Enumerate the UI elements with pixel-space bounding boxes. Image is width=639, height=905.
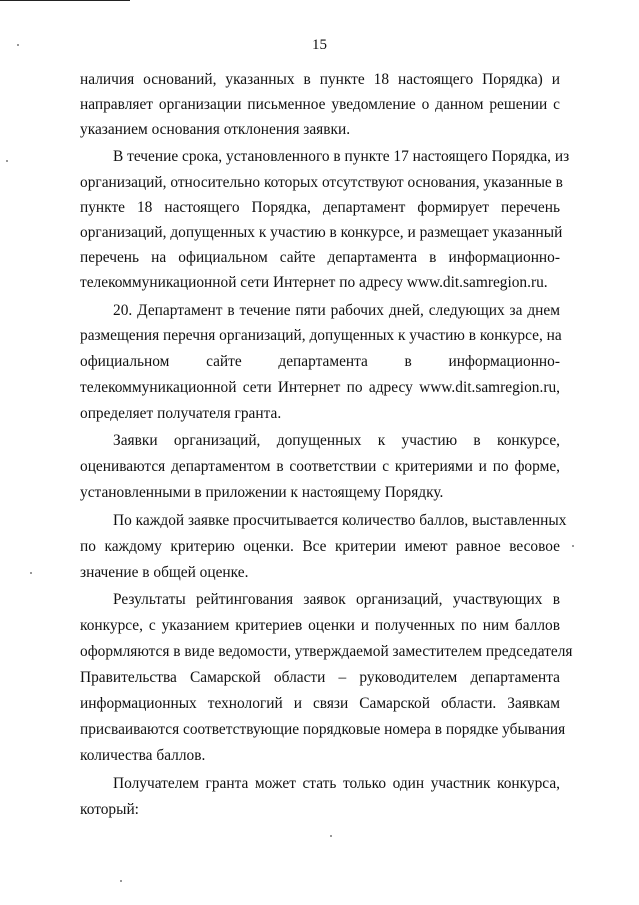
text-line: наличия оснований, указанных в пункте 18 настоящего Порядка) и [80,71,560,88]
text-line: организаций, допущенных к участию в конкурсе, и размещает указанный [80,224,563,241]
text-line: организаций, относительно которых отсутствуют основания, указанные в [80,174,563,191]
paragraph-first-line: 20. Департамент в течение пяти рабочих дней, следующих за днем [113,302,560,319]
text-line: по каждому критерию оценки. Все критерии имеют равное весовое [80,538,560,555]
text-line: количества баллов. [80,747,206,764]
text-line: размещения перечня организаций, допущенных к участию в конкурсе, на [80,327,562,344]
text-line: направляет организации письменное уведомление о данном решении с [80,96,560,113]
text-line: оцениваются департаментом в соответствии с критериями и по форме, [80,458,560,475]
text-line: установленными в приложении к настоящему Порядку. [80,484,444,501]
scan-speck [330,835,332,837]
text-line: оформляются в виде ведомости, утверждаемой заместителем председателя [80,643,573,660]
text-line: конкурсе, с указанием критериев оценки и полученных по ним баллов [80,617,560,634]
text-line: пункте 18 настоящего Порядка, департамент формирует перечень [80,199,560,216]
text-line: информационных технологий и связи Самарской области. Заявкам [80,695,560,712]
scan-speck [120,880,122,882]
text-line: присваиваются соответствующие порядковые номера в порядке убывания [80,721,566,738]
paragraph-first-line: Заявки организаций, допущенных к участию в конкурсе, [113,432,560,449]
text-line: телекоммуникационной сети Интернет по адресу www.dit.samregion.ru, [80,379,560,396]
scan-artifact-line [0,0,130,1]
scan-speck [17,44,19,46]
text-line: указанием основания отклонения заявки. [80,121,351,138]
scan-speck [6,160,8,162]
paragraph-first-line: По каждой заявке просчитывается количество баллов, выставленных [113,512,567,529]
text-line: телекоммуникационной сети Интернет по адресу www.dit.samregion.ru. [80,274,548,291]
scan-speck [30,572,32,574]
paragraph-first-line: В течение срока, установленного в пункте 17 настоящего Порядка, из [113,148,570,165]
page-number: 15 [312,37,327,53]
paragraph-first-line: Получателем гранта может стать только один участник конкурса, [113,775,560,792]
text-line: определяет получателя гранта. [80,405,282,422]
text-line: перечень на официальном сайте департамента в информационно- [80,249,560,266]
text-line: который: [80,801,139,818]
text-line: официальном сайте департамента в информационно- [80,353,560,370]
text-line: значение в общей оценке. [80,564,249,581]
text-line: Правительства Самарской области – руководителем департамента [80,669,560,686]
paragraph-first-line: Результаты рейтингования заявок организаций, участвующих в [113,591,560,608]
scan-speck [572,545,574,547]
